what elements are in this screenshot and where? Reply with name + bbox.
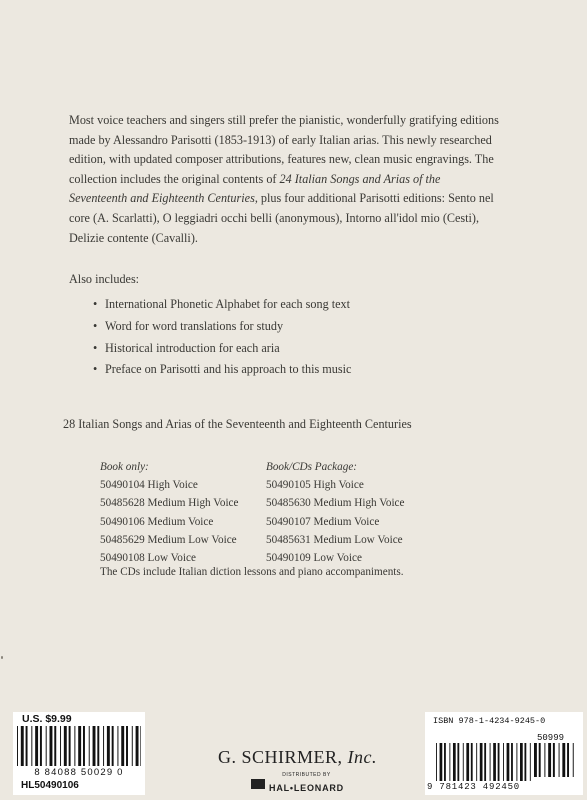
- barcode-bar: [444, 743, 446, 781]
- list-item: • Historical introduction for each aria: [93, 338, 351, 360]
- edition-item: 50490105 High Voice: [266, 479, 364, 492]
- edition-item: 50485629 Medium Low Voice: [100, 533, 237, 546]
- barcode-bar: [553, 743, 555, 777]
- publisher-name-main: G. SCHIRMER,: [217, 747, 348, 767]
- intro-italic-title: 24 Italian Songs and Arias of the Seventeenth and Eighteenth Centuries: [69, 171, 441, 206]
- barcode-bar: [140, 726, 141, 766]
- barcode-bar: [83, 726, 85, 766]
- edition-item: 50490104 High Voice: [100, 479, 198, 492]
- also-includes-label: Also includes:: [69, 272, 140, 286]
- isbn-barcode: [436, 743, 532, 781]
- barcode-bar: [121, 726, 124, 766]
- isbn-digits: 9 781423 492450: [427, 782, 521, 792]
- barcode-bar: [493, 743, 496, 781]
- barcode-bar: [524, 743, 526, 781]
- barcode-bar: [112, 726, 114, 766]
- barcode-bar: [40, 726, 42, 766]
- barcode-bar: [35, 726, 38, 766]
- edition-item: 50485630 Medium High Voice: [266, 497, 405, 510]
- print-speck: [1, 656, 3, 659]
- barcode-bar: [440, 743, 443, 781]
- barcode-bar: [54, 726, 56, 766]
- barcode-bar: [562, 743, 565, 777]
- barcode-bar: [60, 726, 61, 766]
- hal-leonard-logo-icon: [251, 779, 265, 789]
- barcode-bar: [471, 743, 473, 781]
- barcode-bar: [534, 743, 537, 777]
- publisher-name: [190, 747, 405, 768]
- publisher-name-suffix: Inc.: [347, 747, 377, 767]
- barcode-bar: [463, 743, 464, 781]
- edition-item: 50485628 Medium High Voice: [100, 497, 239, 510]
- barcode-bar: [93, 726, 96, 766]
- edition-item: 50490109 Low Voice: [266, 552, 362, 565]
- upc-digits: 8 84088 50029 0: [34, 767, 124, 778]
- barcode-bar: [126, 726, 128, 766]
- barcode-bar: [89, 726, 90, 766]
- barcode-bar: [544, 743, 545, 777]
- barcode-bar: [103, 726, 104, 766]
- barcode-bar: [503, 743, 504, 781]
- price-addon-barcode: [534, 743, 576, 777]
- barcode-bar: [573, 743, 574, 777]
- barcode-bar: [516, 743, 517, 781]
- barcode-bar: [21, 726, 24, 766]
- cd-note: The CDs include Italian diction lessons and piano accompaniments.: [100, 566, 404, 578]
- barcode-bar: [457, 743, 459, 781]
- list-item: • Word for word translations for study: [93, 316, 351, 338]
- barcode-bar: [74, 726, 75, 766]
- barcode-bar: [466, 743, 469, 781]
- barcode-bar: [69, 726, 71, 766]
- book-only-column: [100, 458, 239, 567]
- list-item: • Preface on Parisotti and his approach to this music: [93, 359, 351, 381]
- price-code: 50999: [537, 733, 565, 743]
- barcode-bar: [476, 743, 477, 781]
- barcode-bar: [453, 743, 456, 781]
- intro-paragraph: [69, 111, 499, 248]
- barcode-bar: [78, 726, 81, 766]
- book-cd-column: [266, 458, 405, 567]
- barcode-bar: [117, 726, 118, 766]
- isbn-text: ISBN 978-1-4234-9245-0: [433, 716, 546, 726]
- barcode-bar: [17, 726, 18, 766]
- intro-text-1: Most voice teachers and singers still prefer the pianistic, wonderfully gratifying editions made by Alessandro Parisotti (1853-1913) of early Italian arias. This newly researched edition, with updated composer attributions, features new, clean music engravings. The collection includes the original contents of: [69, 113, 499, 186]
- barcode-bar: [64, 726, 67, 766]
- also-includes-list: [93, 294, 351, 381]
- barcode-bar: [511, 743, 513, 781]
- barcode-bar: [507, 743, 510, 781]
- series-title: 28 Italian Songs and Arias of the Seventeenth and Eighteenth Centuries: [63, 417, 412, 431]
- distributor-wrap: [269, 772, 344, 796]
- list-item: • International Phonetic Alphabet for each song text: [93, 294, 351, 316]
- distributed-by-label: DISTRIBUTED BY: [282, 772, 331, 778]
- barcode-bar: [107, 726, 110, 766]
- barcode-bar: [484, 743, 486, 781]
- barcode-bar: [559, 743, 560, 777]
- barcode-bar: [50, 726, 53, 766]
- barcode-bar: [46, 726, 47, 766]
- barcode-bar: [480, 743, 483, 781]
- edition-item: 50490106 Medium Voice: [100, 515, 214, 528]
- price-label: [13, 712, 145, 795]
- barcode-bar: [520, 743, 523, 781]
- isbn-label: [425, 712, 583, 795]
- price-text: U.S. $9.99: [22, 713, 72, 725]
- barcode-bar: [136, 726, 139, 766]
- barcode-bar: [436, 743, 437, 781]
- barcode-bar: [530, 743, 531, 781]
- barcode-bar: [490, 743, 491, 781]
- distributor-name: HAL•LEONARD: [269, 783, 344, 793]
- edition-item: 50490107 Medium Voice: [266, 515, 380, 528]
- barcode-bar: [567, 743, 569, 777]
- upc-barcode: [17, 726, 141, 766]
- barcode-bar: [132, 726, 133, 766]
- barcode-bar: [539, 743, 541, 777]
- edition-item: 50490108 Low Voice: [100, 552, 196, 565]
- book-only-heading: Book only:: [100, 461, 149, 473]
- item-code: HL50490106: [21, 780, 79, 791]
- barcode-bar: [97, 726, 99, 766]
- book-cd-heading: Book/CDs Package:: [266, 461, 358, 473]
- barcode-bar: [548, 743, 551, 777]
- publisher-block: [190, 747, 405, 796]
- barcode-bar: [26, 726, 28, 766]
- distributor-line: [190, 772, 405, 796]
- barcode-bar: [31, 726, 32, 766]
- edition-item: 50485631 Medium Low Voice: [266, 533, 403, 546]
- barcode-bar: [498, 743, 500, 781]
- barcode-bar: [449, 743, 450, 781]
- intro-text-2: , plus four additional Parisotti editions: Sento nel core (A. Scarlatti), O leggiadri occhi belli (anonymous), Intorno all'idol mio (Cesti), Delizie contente (Cavalli).: [69, 191, 494, 245]
